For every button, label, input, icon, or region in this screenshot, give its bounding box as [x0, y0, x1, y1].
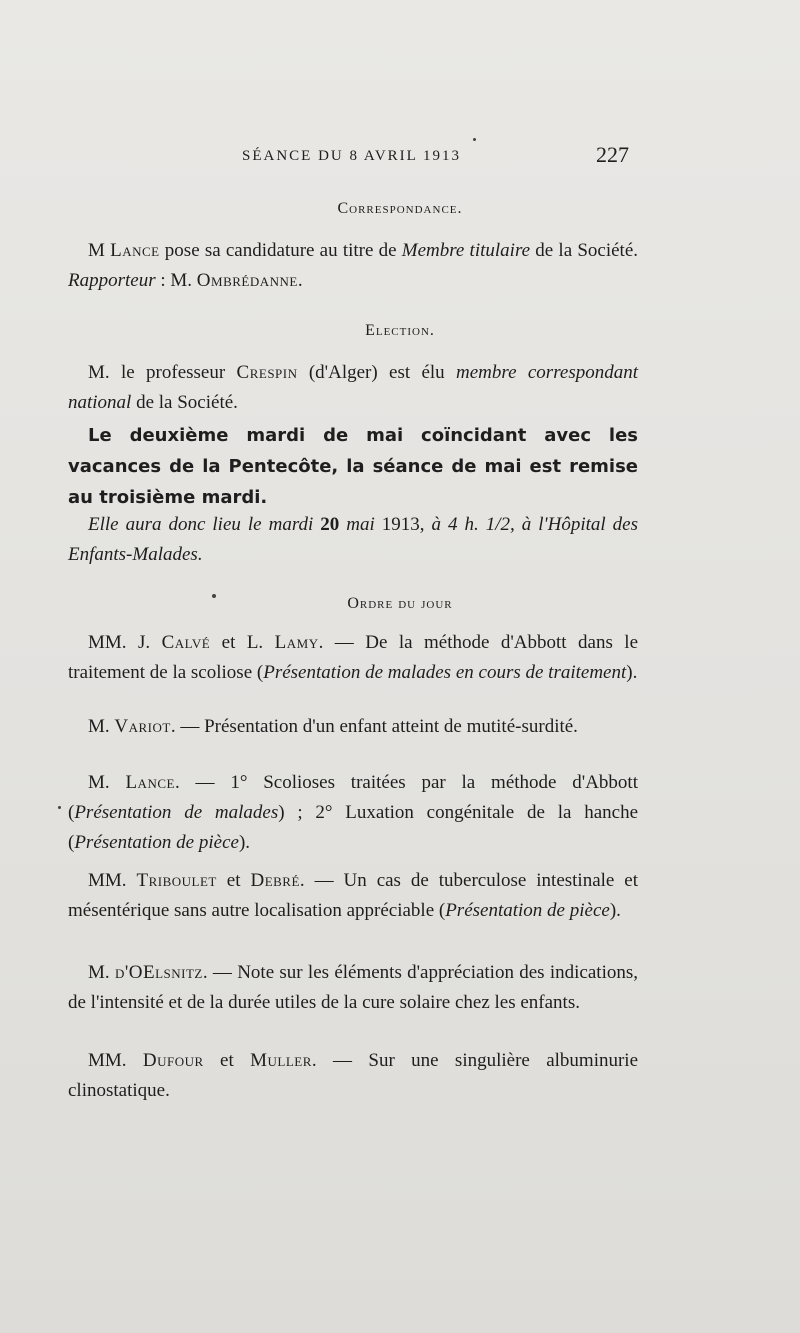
- agenda-item-4: MM. Triboulet et Debré. — Un cas de tuberculose intestinale et mésentérique sans autre localisation appréciable (Présentation de pièce).: [68, 870, 639, 921]
- print-speck: [212, 594, 216, 598]
- section-heading-correspondance: Correspondance.: [337, 200, 463, 217]
- paragraph-election: M. le professeur Crespin (d'Alger) est élu membre correspondant national de la Société.: [68, 362, 638, 413]
- person-name: Lance: [110, 240, 160, 261]
- section-heading-election: Election.: [365, 322, 435, 339]
- agenda-item-1: MM. J. Calvé et L. Lamy. — De la méthode d'Abbott dans le traitement de la scoliose (Présentation de malades en cours de traitement).: [68, 632, 639, 683]
- print-speck: [58, 806, 61, 809]
- page-number: 227: [596, 142, 629, 167]
- section-heading-ordre-du-jour: Ordre du jour: [347, 595, 453, 612]
- paragraph-notice-bold: Le deuxième mardi de mai coïncidant avec les vacances de la Pentecôte, la séance de mai est remise au troisième mardi.: [68, 425, 638, 508]
- person-name: Ombrédanne: [196, 270, 298, 291]
- paragraph-session-date: Elle aura donc lieu le mardi 20 mai 1913, à 4 h. 1/2, à l'Hôpital des Enfants-Malades.: [68, 514, 638, 565]
- running-head: SÉANCE DU 8 AVRIL 1913: [242, 148, 462, 164]
- agenda-item-6: MM. Dufour et Muller. — Sur une singulière albuminurie clinostatique.: [68, 1050, 639, 1101]
- person-name: Crespin: [236, 362, 298, 383]
- paragraph-candidature: M Lance pose sa candidature au titre de Membre titulaire de la Société. Rapporteur : M. Ombrédanne.: [68, 240, 638, 291]
- print-speck: [473, 138, 476, 141]
- agenda-item-5: M. d'OElsnitz. — Note sur les éléments d'appréciation des indications, de l'intensité et de la durée utiles de la cure solaire chez les enfants.: [68, 962, 638, 1013]
- agenda-item-3: M. Lance. — 1° Scolioses traitées par la méthode d'Abbott (Présentation de malades) ; 2° Luxation congénitale de la hanche (Présentation de pièce).: [68, 772, 638, 853]
- page-header: [0, 142, 800, 172]
- agenda-item-2: M. Variot. — Présentation d'un enfant atteint de mutité-surdité.: [88, 716, 578, 737]
